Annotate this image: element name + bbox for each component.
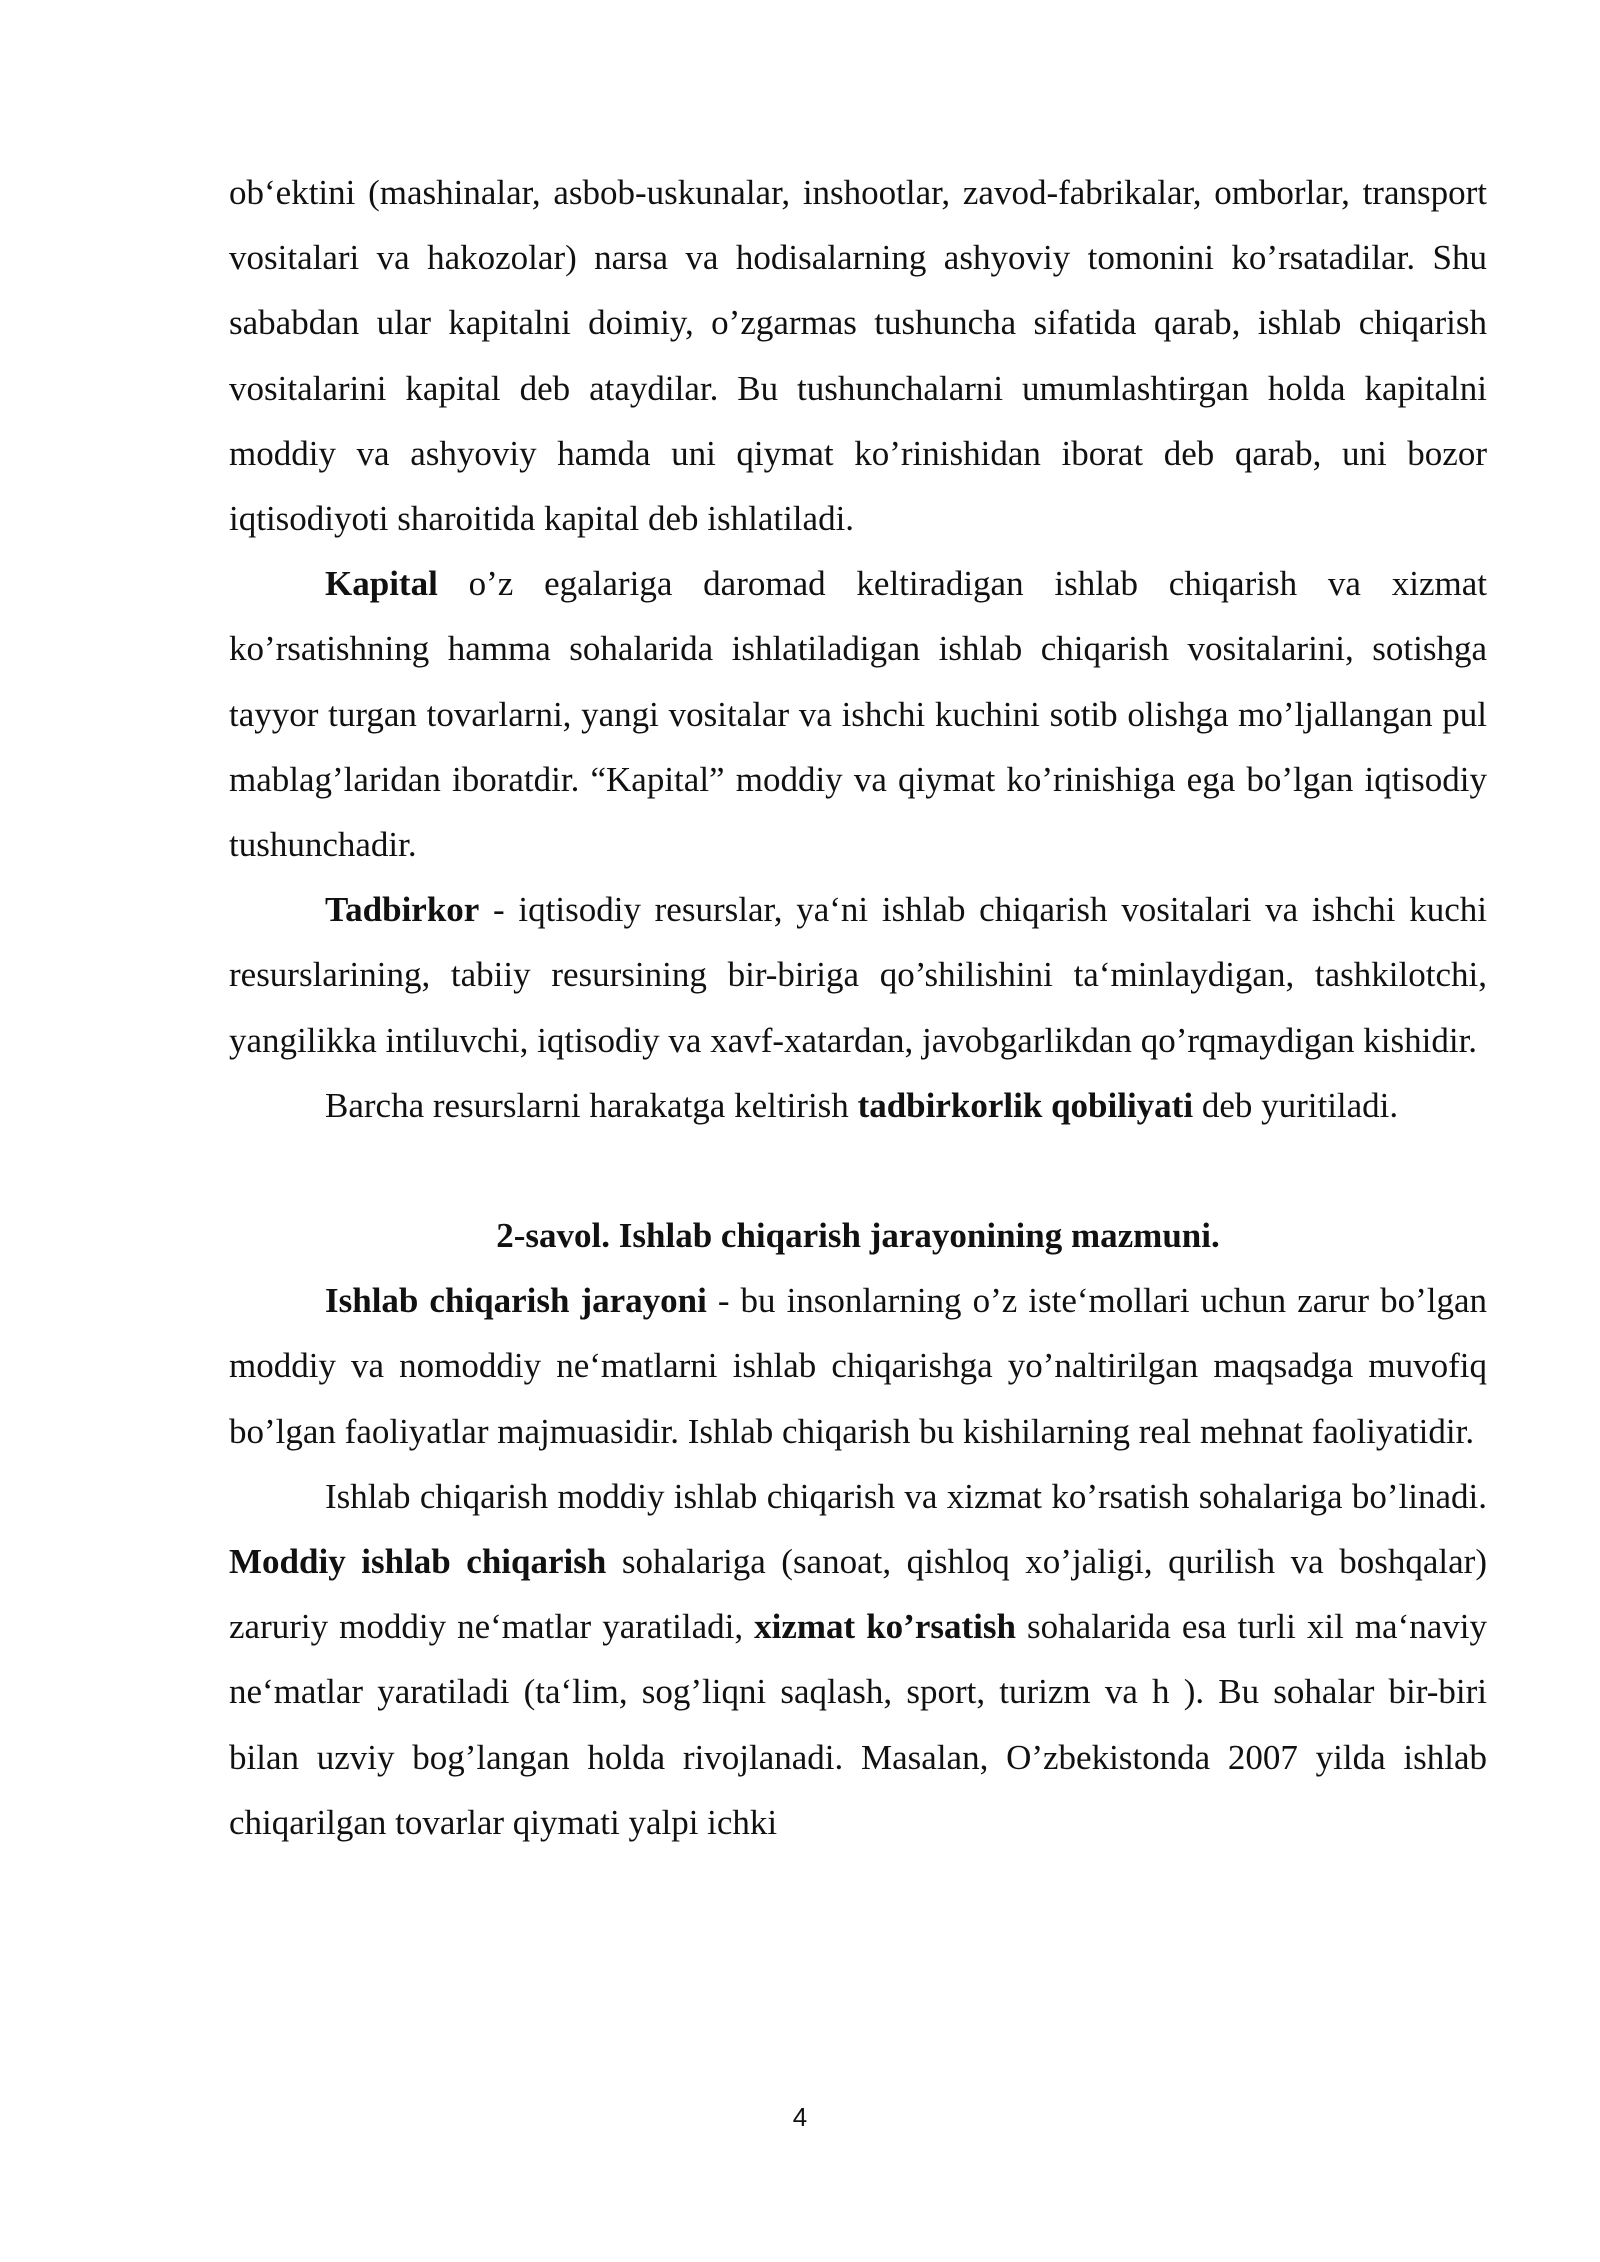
- term-ishlab-chiqarish-jarayoni: Ishlab chiqarish jarayoni: [325, 1281, 707, 1321]
- paragraph-text: ob‘ektini (mashinalar, asbob-uskunalar, inshootlar, zavod-fabrikalar, omborlar, transport vositalari va hakozolar) narsa va hodisalarning ashyoviy tomonini ko’rsatadilar. Shu sababdan ular kapitalni doimiy, o’zgarmas tushuncha sifatida qarab, ishlab chiqarish vositalarini kapital deb ataydilar. Bu tushunchalarni umumlashtirgan holda kapitalni moddiy va ashyoviy hamda uni qiymat ko’rinishidan iborat deb qarab, uni bozor iqtisodiyoti sharoitida kapital deb ishlatiladi.: [229, 173, 1487, 539]
- term-moddiy-ishlab-chiqarish: Moddiy ishlab chiqarish: [229, 1542, 607, 1582]
- paragraph-ishlab-chiqarish-jarayoni: [229, 1268, 1487, 1464]
- paragraph-text: sohalariga (sanoat, qishloq xo’jaligi, qurilish va boshqalar) zaruriy moddiy ne‘matlar yaratiladi,: [229, 1542, 1487, 1647]
- page-number: 4: [792, 2102, 808, 2132]
- section-heading: 2-savol. Ishlab chiqarish jarayonining mazmuni.: [496, 1216, 1220, 1256]
- paragraph-text: Ishlab chiqarish moddiy ishlab chiqarish va xizmat ko’rsatish sohalariga bo’linadi.: [325, 1476, 1487, 1516]
- paragraph-tadbirkorlik-qobiliyati: [229, 1073, 1487, 1138]
- paragraph-text: Barcha resurslarni harakatga keltirish: [325, 1085, 858, 1125]
- paragraph-kapital-definition: [229, 551, 1487, 877]
- term-tadbirkorlik-qobiliyati: tadbirkorlik qobiliyati: [857, 1085, 1194, 1125]
- paragraph-text: deb yuritiladi.: [1193, 1085, 1399, 1125]
- document-page: [229, 160, 1487, 1855]
- paragraph-ishlab-chiqarish-sohalari: [229, 1464, 1487, 1855]
- term-kapital: Kapital: [325, 564, 438, 604]
- paragraph-text: - bu insonlarning o’z iste‘mollari uchun zarur bo’lgan moddiy va nomoddiy ne‘matlarni ishlab chiqarishga yo’naltirilgan maqsadga muvofiq bo’lgan faoliyatlar majmuasidir. Ishlab chiqarish bu kishilarning real mehnat faoliyatidir.: [229, 1281, 1487, 1451]
- paragraph-text: sohalarida esa turli xil ma‘naviy ne‘matlar yaratiladi (ta‘lim, sog’liqni saqlash, sport, turizm va h ). Bu sohalar bir-biri bilan uzviy bog’langan holda rivojlanadi. Masalan, O’zbekistonda 2007 yilda ishlab chiqarilgan tovarlar qiymati yalpi ichki: [229, 1607, 1488, 1842]
- term-xizmat-korsatish: xizmat ko’rsatish: [754, 1607, 1016, 1647]
- paragraph-capital-concept: [229, 160, 1487, 551]
- term-tadbirkor: Tadbirkor: [325, 890, 480, 930]
- paragraph-text: - iqtisodiy resurslar, ya‘ni ishlab chiqarish vositalari va ishchi kuchi resurslarining, tabiiy resursining bir-biriga qo’shilishini ta‘minlaydigan, tashkilotchi, yangilikka intiluvchi, iqtisodiy va xavf-xatardan, javobgarlikdan qo’rqmaydigan kishidir.: [229, 890, 1487, 1060]
- paragraph-text: o’z egalariga daromad keltiradigan ishlab chiqarish va xizmat ko’rsatishning hamma sohalarida ishlatiladigan ishlab chiqarish vositalarini, sotishga tayyor turgan tovarlarni, yangi vositalar va ishchi kuchini sotib olishga mo’ljallangan pul mablag’laridan iboratdir. “Kapital” moddiy va qiymat ko’rinishiga ega bo’lgan iqtisodiy tushunchadir.: [229, 564, 1487, 865]
- paragraph-tadbirkor-definition: [229, 877, 1487, 1073]
